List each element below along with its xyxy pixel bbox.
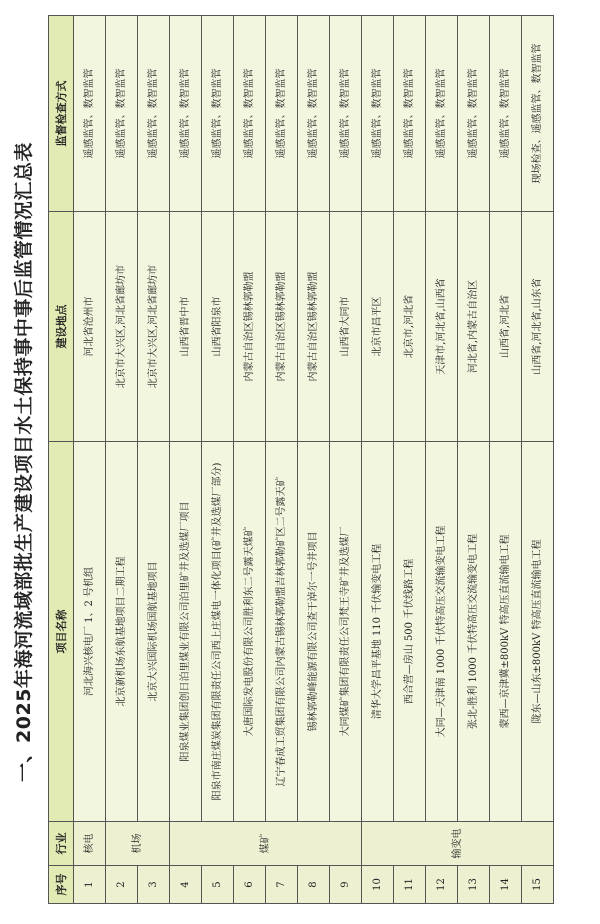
row-project: 北京大兴国际机场国航基地项目 <box>138 442 170 822</box>
row-method: 遥感监管、数智监管 <box>490 16 522 212</box>
header-location: 建设地点 <box>49 212 74 442</box>
table-row <box>106 16 138 904</box>
row-location: 北京市大兴区,河北省廊坊市 <box>138 212 170 442</box>
table-row <box>234 16 266 904</box>
row-method: 遥感监管、数智监管 <box>234 16 266 212</box>
row-project: 大同煤矿集团有限责任公司梵王寺矿井及选煤厂 <box>330 442 362 822</box>
row-location: 山西省晋中市 <box>170 212 202 442</box>
row-seq: 8 <box>298 866 330 904</box>
row-project: 河北海兴核电厂 1、2 号机组 <box>74 442 106 822</box>
row-seq: 15 <box>522 866 554 904</box>
row-location: 内蒙古自治区锡林郭勒盟 <box>298 212 330 442</box>
row-project: 蒙西—京津冀±800kV 特高压直流输电工程 <box>490 442 522 822</box>
row-method: 现场检查、遥感监管、数智监管 <box>522 16 554 212</box>
row-project: 大唐国际发电股份有限公司胜利东二号露天煤矿 <box>234 442 266 822</box>
row-location: 山西省阳泉市 <box>202 212 234 442</box>
row-location: 内蒙古自治区锡林郭勒盟 <box>266 212 298 442</box>
industry-cell-nuclear: 核电 <box>74 822 106 866</box>
row-project: 辽宁春成工贸集团有限公司内蒙古锡林郭勒盟吉林郭勒矿区二号露天矿 <box>266 442 298 822</box>
industry-cell-power: 输变电 <box>362 822 554 866</box>
industry-cell-airport: 机场 <box>106 822 170 866</box>
row-method: 遥感监管、数智监管 <box>458 16 490 212</box>
row-location: 内蒙古自治区锡林郭勒盟 <box>234 212 266 442</box>
row-method: 遥感监管、数智监管 <box>266 16 298 212</box>
row-location: 山西省,河北省,山东省 <box>522 212 554 442</box>
row-location: 北京市昌平区 <box>362 212 394 442</box>
row-project: 张北-胜利 1000 千伏特高压交流输变电工程 <box>458 442 490 822</box>
row-seq: 12 <box>426 866 458 904</box>
table-row <box>522 16 554 904</box>
row-project: 大同—天津南 1000 千伏特高压交流输变电工程 <box>426 442 458 822</box>
row-seq: 1 <box>74 866 106 904</box>
row-seq: 10 <box>362 866 394 904</box>
row-location: 北京市大兴区,河北省廊坊市 <box>106 212 138 442</box>
row-method: 遥感监管、数智监管 <box>330 16 362 212</box>
header-industry: 行业 <box>49 822 74 866</box>
row-project: 锡林郭勒峰能源有限公司查干淖尔一号井项目 <box>298 442 330 822</box>
row-project: 清华大学昌平基地 110 千伏输变电工程 <box>362 442 394 822</box>
table-row <box>362 16 394 904</box>
row-method: 遥感监管、数智监管 <box>170 16 202 212</box>
table-row <box>170 16 202 904</box>
row-seq: 9 <box>330 866 362 904</box>
page-title: 一、2025年海河流域部批生产建设项目水土保持事中事后监管情况汇总表 <box>12 142 35 782</box>
row-method: 遥感监管、数智监管 <box>138 16 170 212</box>
table-row <box>202 16 234 904</box>
table-row <box>490 16 522 904</box>
header-method: 监督检查方式 <box>49 16 74 212</box>
table-row <box>458 16 490 904</box>
row-seq: 4 <box>170 866 202 904</box>
table-row <box>74 16 106 904</box>
row-project: 阳泉市南庄煤炭集团有限责任公司西上庄煤电一体化项目(矿井及选煤厂部分) <box>202 442 234 822</box>
table-row <box>330 16 362 904</box>
row-method: 遥感监管、数智监管 <box>426 16 458 212</box>
table-row <box>266 16 298 904</box>
row-project: 阳泉煤业集团创日泊里煤业有限公司泊里矿井及选煤厂项目 <box>170 442 202 822</box>
row-location: 天津市,河北省,山西省 <box>426 212 458 442</box>
industry-cell-coal: 煤矿 <box>170 822 362 866</box>
row-method: 遥感监管、数智监管 <box>394 16 426 212</box>
table-row <box>298 16 330 904</box>
row-project: 陇东—山东±800kV 特高压直流输电工程 <box>522 442 554 822</box>
row-seq: 2 <box>106 866 138 904</box>
row-method: 遥感监管、数智监管 <box>106 16 138 212</box>
row-seq: 6 <box>234 866 266 904</box>
row-location: 山西省,河北省 <box>490 212 522 442</box>
row-seq: 13 <box>458 866 490 904</box>
row-method: 遥感监管、数智监管 <box>362 16 394 212</box>
row-location: 河北省,内蒙古自治区 <box>458 212 490 442</box>
header-project: 项目名称 <box>49 442 74 822</box>
table-row <box>138 16 170 904</box>
row-location: 山西省大同市 <box>330 212 362 442</box>
table-header-row <box>49 16 74 904</box>
row-project: 西合营—房山 500 千伏线路工程 <box>394 442 426 822</box>
table-row <box>394 16 426 904</box>
row-seq: 5 <box>202 866 234 904</box>
header-seq: 序号 <box>49 866 74 904</box>
row-method: 遥感监管、数智监管 <box>74 16 106 212</box>
row-seq: 3 <box>138 866 170 904</box>
row-seq: 11 <box>394 866 426 904</box>
row-seq: 7 <box>266 866 298 904</box>
row-method: 遥感监管、数智监管 <box>298 16 330 212</box>
row-location: 北京市,河北省 <box>394 212 426 442</box>
table-row <box>426 16 458 904</box>
row-location: 河北省沧州市 <box>74 212 106 442</box>
row-seq: 14 <box>490 866 522 904</box>
summary-table <box>48 15 554 904</box>
row-method: 遥感监管、数智监管 <box>202 16 234 212</box>
row-project: 北京新机场东航基地项目二期工程 <box>106 442 138 822</box>
